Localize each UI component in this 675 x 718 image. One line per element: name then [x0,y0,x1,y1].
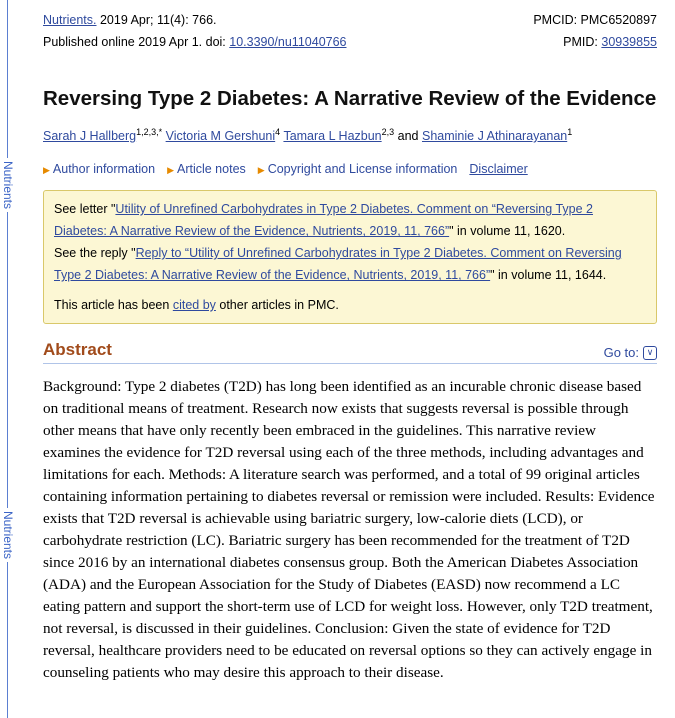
pmid-link[interactable]: 30939855 [601,35,657,49]
related-notes-box [43,190,657,324]
author-link[interactable]: Victoria M Gershuni [165,129,276,144]
cited-by-link[interactable]: cited by [172,298,216,313]
pmid-label: PMID: [563,35,602,49]
author-affiliation: 4 [275,127,281,137]
cited-by-note [54,294,646,316]
author-info-label: Author information [52,162,156,177]
published-label: Published online 2019 Apr 1. doi: [43,35,230,49]
authors-and: and [397,129,419,144]
journal-link[interactable]: Nutrients. [43,13,97,27]
abstract-heading: Abstract [43,340,112,360]
author-info-toggle[interactable] [43,162,155,176]
pmcid: PMCID: PMC6520897 [533,13,657,27]
left-sidebar [0,0,14,718]
chevron-down-icon: ∨ [643,346,657,360]
article-notes-label: Article notes [176,162,246,177]
copyright-toggle[interactable] [258,162,458,176]
letter-prefix: See letter " [54,202,116,217]
sidebar-journal-label[interactable]: Nutrients [0,158,15,212]
reply-prefix: See the reply " [54,246,136,261]
reply-note [54,242,646,286]
letter-suffix: " in volume 11, 1620. [449,224,566,239]
copyright-label: Copyright and License information [267,162,458,177]
cited-prefix: This article has been [54,298,173,313]
sidebar-rule [7,0,8,718]
published-row [43,34,657,50]
cited-suffix: other articles in PMC. [215,298,339,313]
abstract-header [43,340,657,364]
sidebar-journal-label[interactable]: Nutrients [0,508,15,562]
author-affiliation: 1,2,3,* [136,127,163,137]
goto-menu[interactable] [604,345,657,360]
doi-link[interactable]: 10.3390/nu11040766 [229,35,347,49]
disclaimer-link[interactable]: Disclaimer [469,162,528,177]
letter-link[interactable]: Utility of Unrefined Carbohydrates in Type 2 Diabetes. Comment on “Reversing Type 2 Diabetes: A Narrative Review of the Evidence, Nutrients, 2019, 11, 766” [54,202,593,239]
triangle-right-icon: ▶ [167,165,174,176]
article-notes-toggle[interactable] [167,162,246,176]
author-link[interactable]: Sarah J Hallberg [43,129,137,144]
author-list [43,124,657,144]
author-affiliation: 2,3 [381,127,395,137]
triangle-right-icon: ▶ [43,165,50,176]
pmid [563,34,657,50]
author-affiliation: 1 [567,127,573,137]
letter-note [54,198,646,242]
published-info [43,34,347,50]
article-title: Reversing Type 2 Diabetes: A Narrative Review of the Evidence [43,87,657,110]
article-content [43,0,657,684]
goto-label: Go to: [603,345,639,361]
reply-link[interactable]: Reply to “Utility of Unrefined Carbohydrates in Type 2 Diabetes. Comment on Reversing Type 2 Diabetes: A Narrative Review of the Evidence, Nutrients, 2019, 11, 766” [54,246,622,283]
reply-suffix: " in volume 11, 1644. [490,268,607,283]
citation-date: 2019 Apr; 11(4): 766. [96,13,217,27]
citation-row [43,12,657,28]
article-info-links [43,162,657,176]
citation [43,12,217,28]
author-link[interactable]: Tamara L Hazbun [283,129,382,144]
triangle-right-icon: ▶ [257,165,265,176]
author-link[interactable]: Shaminie J Athinarayanan [421,129,568,144]
abstract-body: Background: Type 2 diabetes (T2D) has long been identified as an incurable chronic disease based on traditional means of treatment. Research now exists that suggests reversal is possible through other means that have only recently been embraced in the guidelines. This narrative review examines the evidence for T2D reversal using each of the three methods, including advantages and limitations for each. Methods: A literature search was performed, and a total of 99 original articles containing information pertaining to diabetes reversal or remission were included. Results: Evidence exists that T2D reversal is achievable using bariatric surgery, low-calorie diets (LCD), or carbohydrate restriction (LC). Bariatric surgery has been recommended for the treatment of T2D since 2016 by an international diabetes consensus group. Both the American Diabetes Association (ADA) and the European Association for the Study of Diabetes (EASD) now recommend a LC eating pattern and support the short-term use of LCD for weight loss. However, only T2D treatment, not reversal, is discussed in their guidelines. Conclusion: Given the state of evidence for T2D reversal, healthcare providers need to be educated on reversal options so they can actively engage in counseling patients who may desire this approach to their disease. [43,378,655,682]
